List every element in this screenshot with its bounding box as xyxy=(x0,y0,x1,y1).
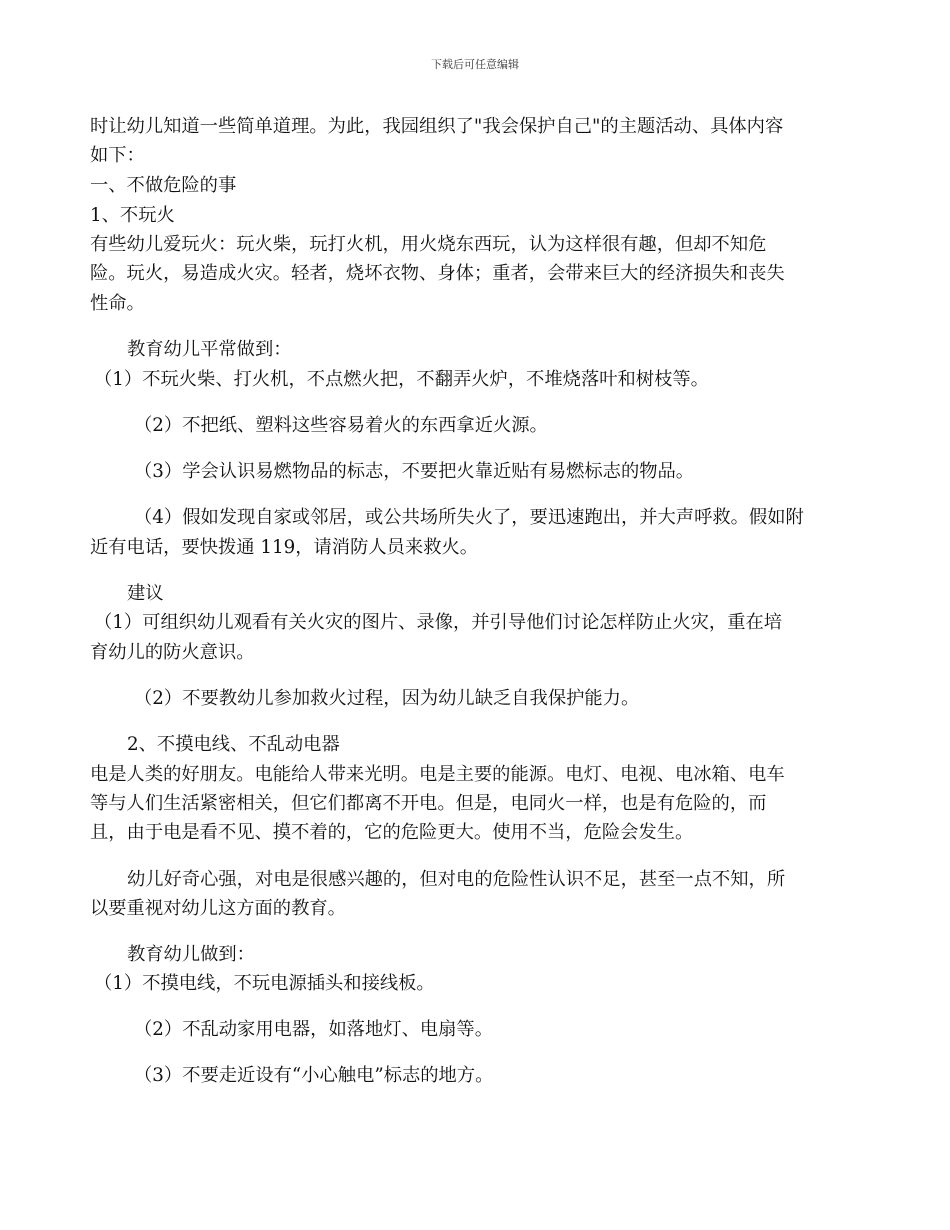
list-item: （2）不把纸、塑料这些容易着火的东西拿近火源。 xyxy=(134,415,548,436)
paragraph-line: 教育幼儿平常做到： xyxy=(127,339,292,360)
list-item: （4）假如发现自家或邻居，或公共场所失火了，要迅速跑出，并大声呼救。假如附 xyxy=(134,507,804,528)
paragraph-heading: 建议 xyxy=(127,583,164,604)
paragraph-line: 如下： xyxy=(90,145,145,166)
list-item: （3）不要走近设有“小心触电”标志的地方。 xyxy=(134,1065,494,1086)
paragraph-line: 育幼儿的防火意识。 xyxy=(90,642,255,663)
section-heading: 一、不做危险的事 xyxy=(90,175,237,196)
paragraph-line: 教育幼儿做到： xyxy=(127,944,255,965)
list-item: （3）学会认识易燃物品的标志，不要把火靠近贴有易燃标志的物品。 xyxy=(134,461,695,482)
paragraph-line: 性命。 xyxy=(90,293,145,314)
paragraph-line: 险。玩火，易造成火灾。轻者，烧坏衣物、身体；重者，会带来巨大的经济损失和丧失 xyxy=(90,263,785,284)
list-item: （2）不乱动家用电器，如落地灯、电扇等。 xyxy=(134,1019,493,1040)
paragraph-line: 以要重视对幼儿这方面的教育。 xyxy=(90,898,346,919)
list-item: （1）不摸电线，不玩电源插头和接线板。 xyxy=(94,973,435,994)
page-header-watermark: 下载后可任意编辑 xyxy=(431,58,519,71)
subsection-heading: 2、不摸电线、不乱动电器 xyxy=(127,734,340,755)
subsection-heading: 1、不玩火 xyxy=(90,205,175,226)
paragraph-line: 时让幼儿知道一些简单道理。为此，我园组织了"我会保护自己"的主题活动、具体内容 xyxy=(90,116,784,137)
list-item: （1）可组织幼儿观看有关火灾的图片、录像，并引导他们讨论怎样防止火灾，重在培 xyxy=(94,612,783,633)
list-item: （2）不要教幼儿参加救火过程，因为幼儿缺乏自我保护能力。 xyxy=(134,688,640,709)
paragraph-line: 等与人们生活紧密相关，但它们都离不开电。但是，电同火一样，也是有危险的，而 xyxy=(90,793,767,814)
list-item: （1）不玩火柴、打火机，不点燃火把，不翻弄火炉，不堆烧落叶和树枝等。 xyxy=(94,369,709,390)
paragraph-line: 且，由于电是看不见、摸不着的，它的危险更大。使用不当，危险会发生。 xyxy=(90,822,694,843)
paragraph-line: 近有电话，要快拨通 119，请消防人员来救火。 xyxy=(90,537,479,558)
paragraph-line: 电是人类的好朋友。电能给人带来光明。电是主要的能源。电灯、电视、电冰箱、电车 xyxy=(90,764,785,785)
paragraph-line: 有些幼儿爱玩火：玩火柴，玩打火机，用火烧东西玩，认为这样很有趣，但却不知危 xyxy=(90,234,767,255)
paragraph-line: 幼儿好奇心强，对电是很感兴趣的，但对电的危险性认识不足，甚至一点不知，所 xyxy=(127,869,786,890)
